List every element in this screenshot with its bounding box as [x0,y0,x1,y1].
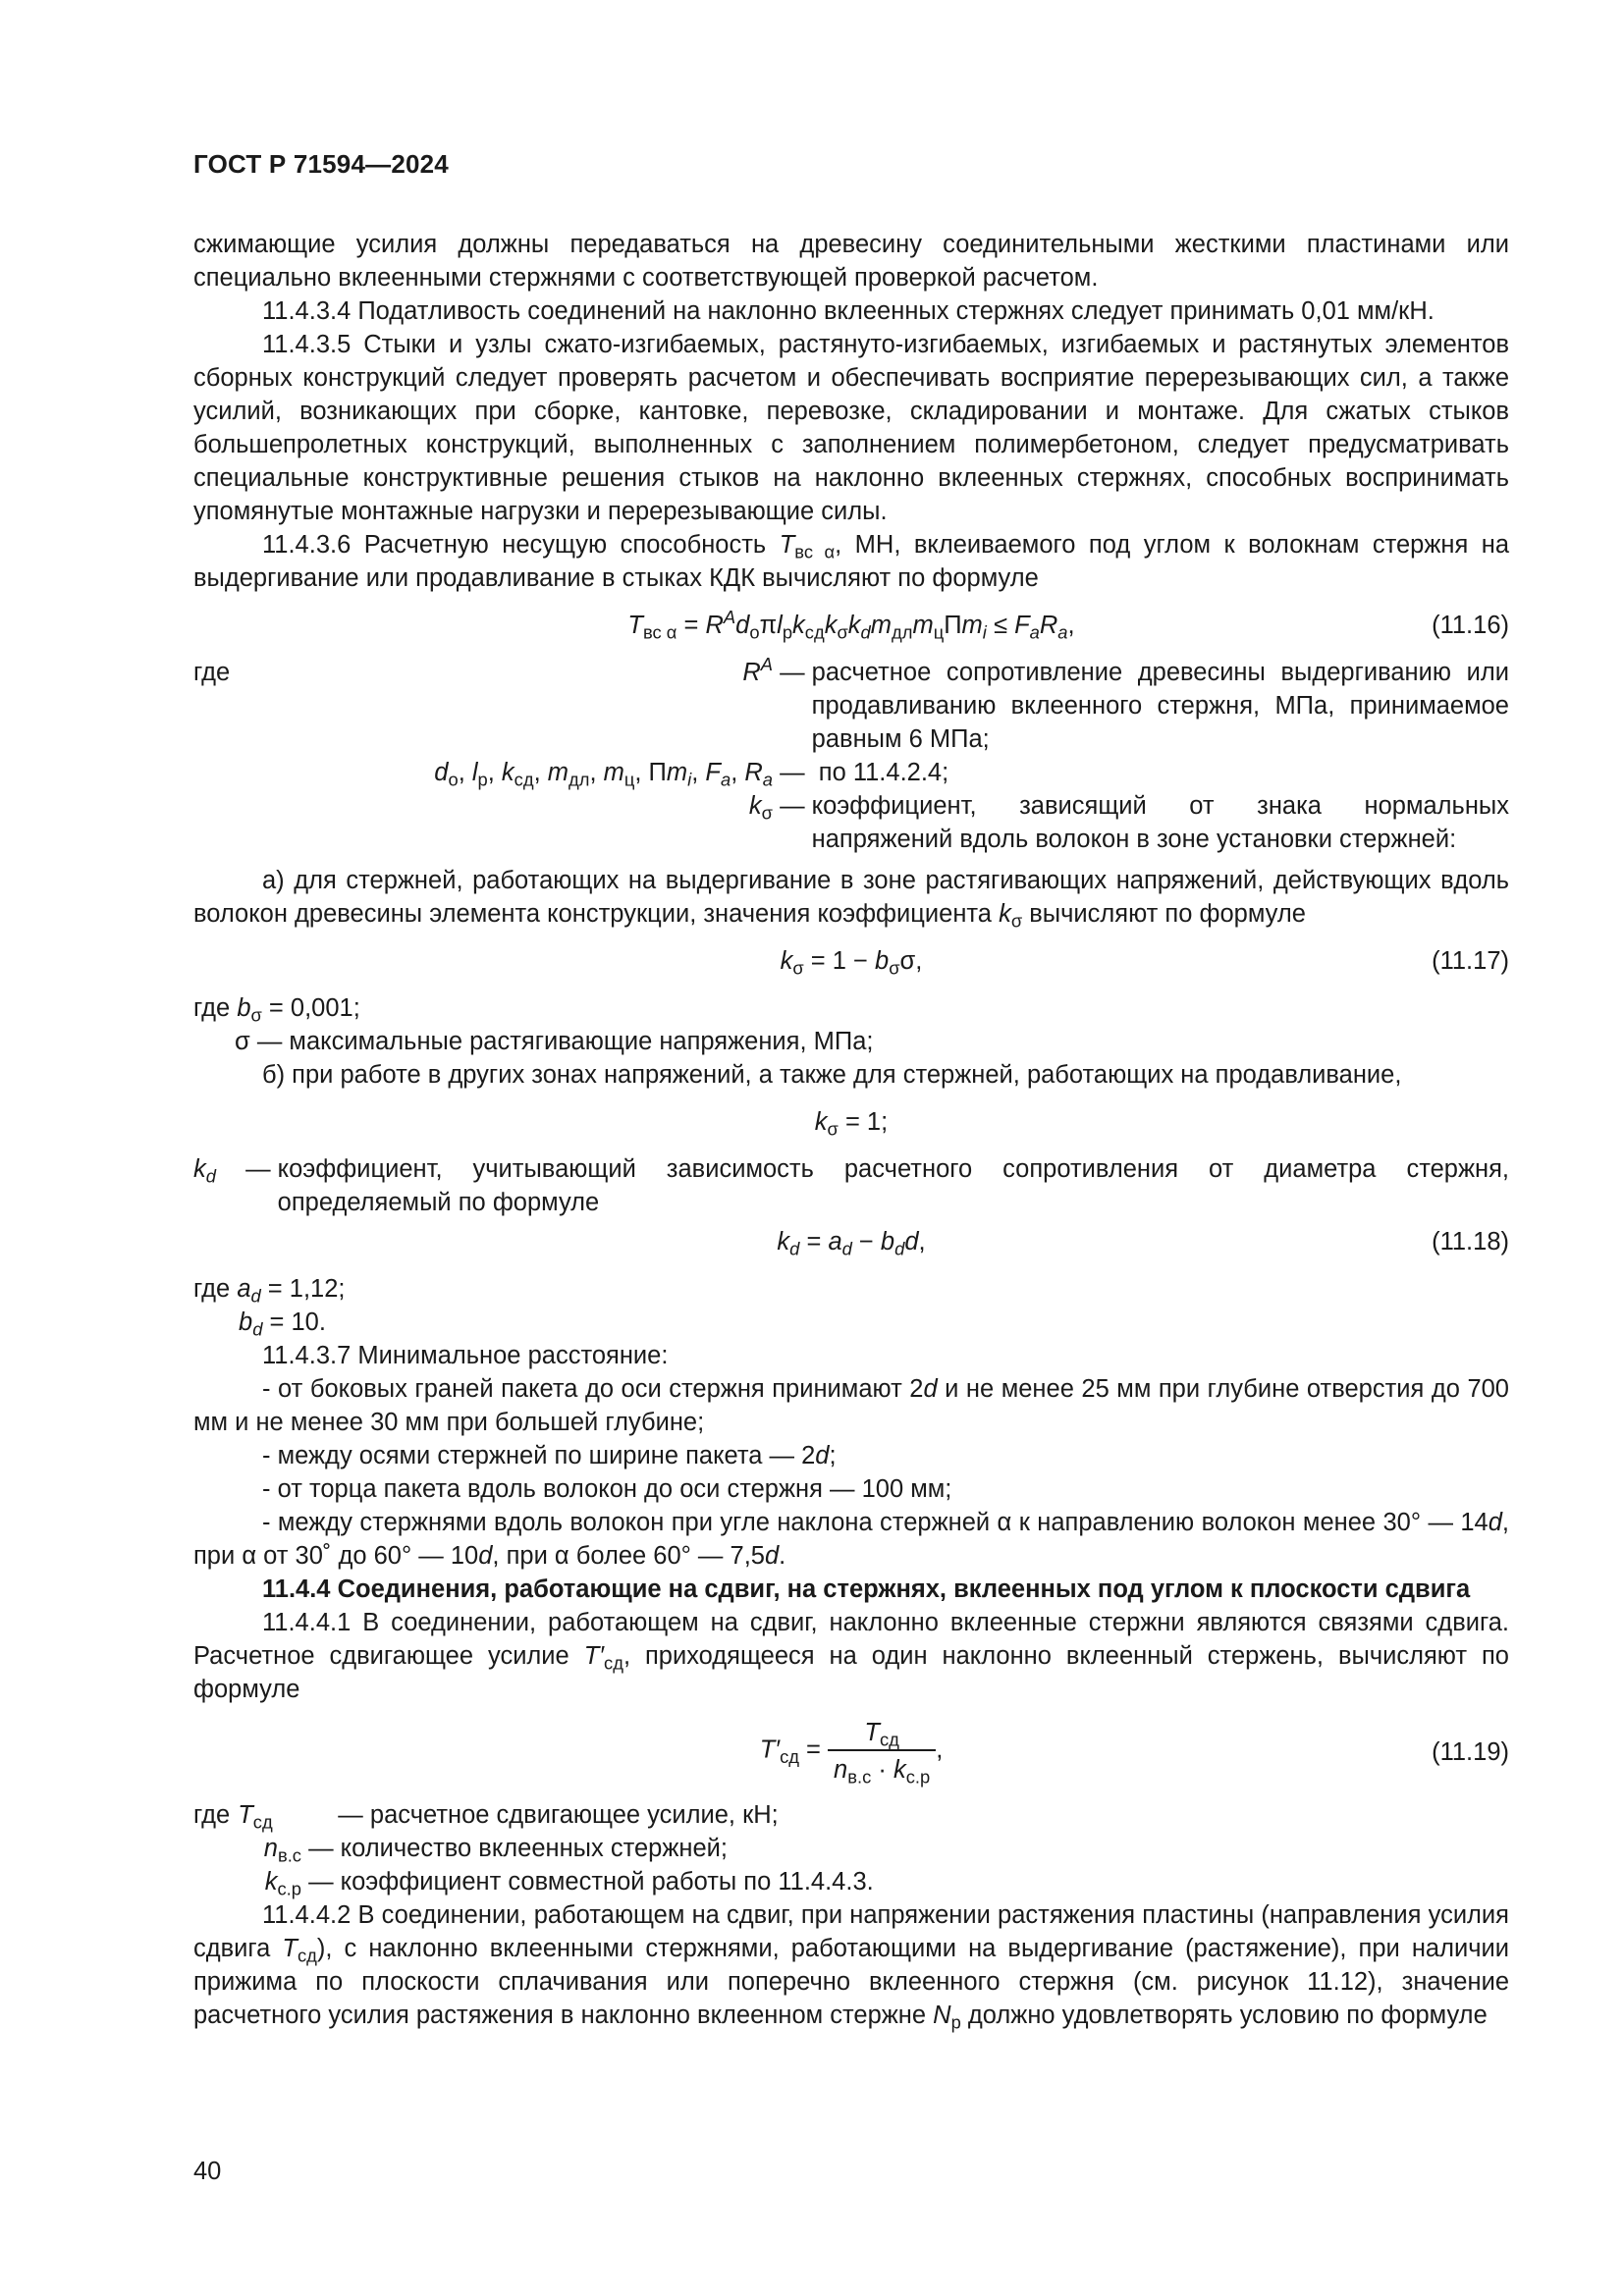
definition-ks: $k_\sigma$ — коэффициент, зависящий от знака нормальных напряжений вдоль волокон в зоне установки стержней: [193,789,1509,856]
page-content [193,228,1509,2032]
formula-expression: $k_\sigma = 1$; [814,1108,889,1140]
paragraph-11-4-3-7: 11.4.3.7 Минимальное расстояние: [262,1342,669,1369]
formula-expression: $k_\sigma = 1 - b_\sigma\sigma$, [780,947,923,979]
definition-bs: где $b_\sigma = 0,001$; [193,994,360,1026]
paragraph-11-4-4-1: 11.4.4.1 В соединении, работающем на сдвиг, наклонно вклеенные стержни являются связями сдвига. Расчетное сдвигающее усилие $T'_{сд}$, приходящееся на один наклонно вклеенный стержень, вычисляют по формуле [193,1609,1509,1703]
definition-nvs: $n_{в.с}$ — количество вклеенных стержней; [193,1832,1509,1865]
formula-expression: $T_{вс \alpha} = R^Ad_о\pi l_рk_{сд}k_\sigma k_dm_{дл}m_цПm_i \le F_aR_a$, [627,606,1075,643]
fraction: $\frac{T_{сд}}{n_{в.с} \cdot k_{с.р}}$ [828,1716,936,1787]
formula-number: (11.18) [1432,1228,1509,1255]
formula-expression: $T'_{сд}$ = $\frac{T_{сд}}{n_{в.с} \cdot k_{с.р}}$ , [193,1716,1509,1787]
symbol-tsd: $T_{сд}$ [238,1801,273,1833]
paragraph-11-4-4-2: 11.4.4.2 В соединении, работающем на сдвиг, при напряжении растяжения пластины (направления усилия сдвига $T_{сд}$), с наклонно вклеенными стержнями, работающими на выдергивание (растяжение), при наличии прижима по плоскости сплачивания или поперечно вклеенного стержня (см. рисунок 11.12), значение расчетного усилия растяжения в наклонно вклеенном стержне $N_р$ должно удовлетворять условию по формуле [193,1901,1509,2033]
formula-11-17 [193,942,1509,982]
paragraph-11-4-3-5: 11.4.3.5 Стыки и узлы сжато-изгибаемых, растянуто-изгибаемых, изгибаемых и растянутых элементов сборных конструкций следует проверять расчетом и обеспечивать восприятие перерезывающих сил, а также усилий, возникающих при сборке, кантовке, перевозке, складировании и монтаже. Для сжатых стыков большепролетных конструкций, выполненных с заполнением полимербетоном, следует предусматривать специальные конструктивные решения стыков на наклонно вклеенных стержнях, способных воспринимать упомянутые монтажные нагрузки и перерезывающие силы. [193,331,1509,525]
list-item: - между стержнями вдоль волокон при угле наклона стержней α к направлению волокон менее 30° — 14d, при α от 30˚ до 60° — 10d, при α более 60° — 7,5d. [193,1509,1509,1570]
formula-expression: $k_d = a_d - b_dd$, [777,1228,926,1259]
definition-ra: где $R^A$ — расчетное сопротивление древесины выдергиванию или продавливанию вклеенного стержня, МПа, принимаемое равным 6 МПа; [193,653,1509,753]
symbol-nvs: $n_{в.с}$ [263,1835,301,1866]
symbol-ra: $R^A$ [742,653,773,686]
paragraph-a: а) для стержней, работающих на выдергивание в зоне растягивающих напряжений, действующих вдоль волокон древесины элемента конструкции, значения коэффициента $k_\sigma$ вычисляют по формуле [193,867,1509,932]
symbol-kd: $k_d$ [193,1155,216,1187]
formula-number: (11.19) [1432,1738,1509,1766]
formula-11-18 [193,1223,1509,1262]
definition-ksr: $k_{с.р}$ — коэффициент совместной работы по 11.4.4.3. [193,1865,1509,1898]
page-number: 40 [193,2158,222,2185]
definition-sigma: σ — максимальные растягивающие напряжения, МПа; [235,1028,874,1055]
paragraph-11-4-3-6: 11.4.3.6 Расчетную несущую способность $T_{вс \alpha}$, МН, вклеиваемого под углом к волокнам стержня на выдергивание или продавливание в стыках КДК вычисляют по формуле [193,531,1510,592]
symbol-list: $d_о$, $l_р$, $k_{сд}$, $m_{дл}$, $m_ц$, $Пm_i$, $F_a$, $R_a$ [434,759,773,790]
formula-number: (11.16) [1432,612,1509,639]
paragraph-continuation: сжимающие усилия должны передаваться на древесину соединительными жесткими пластинами или специально вклеенными стержнями с соответствующей проверкой расчетом. [193,231,1509,292]
definition-ad: где $a_d = 1,12$; [193,1275,346,1307]
definition-list: $d_о$, $l_р$, $k_{сд}$, $m_{дл}$, $m_ц$, $Пm_i$, $F_a$, $R_a$ — по 11.4.2.4; [193,756,1509,789]
formula-number: (11.17) [1432,947,1509,975]
symbol-ks: $k_\sigma$ [748,792,773,824]
section-heading-11-4-4: 11.4.4 Соединения, работающие на сдвиг, на стержнях, вклеенных под углом к плоскости сдвига [262,1575,1471,1603]
document-header: ГОСТ Р 71594—2024 [193,149,449,179]
formula-11-16 [193,607,1509,646]
formula-11-19 [193,1716,1509,1792]
symbol-ksr: $k_{с.р}$ [264,1868,301,1899]
definition-kd: $k_d$ — коэффициент, учитывающий зависимость расчетного сопротивления от диаметра стержня, определяемый по формуле [193,1152,1509,1219]
paragraph-b: б) при работе в других зонах напряжений, а также для стержней, работающих на продавливание, [262,1061,1402,1089]
list-item: - между осями стержней по ширине пакета — 2d; [262,1442,837,1469]
definition-tsd: где $T_{сд}$ — расчетное сдвигающее усилие, кН; [193,1798,1509,1832]
list-item: - от торца пакета вдоль волокон до оси стержня — 100 мм; [262,1475,952,1503]
paragraph-11-4-3-4: 11.4.3.4 Податливость соединений на наклонно вклеенных стержнях следует принимать 0,01 мм/кН. [262,297,1435,325]
formula-ks-1 [193,1103,1509,1143]
definition-bd: $b_d = 10$. [239,1308,326,1340]
list-item: - от боковых граней пакета до оси стержня принимают 2d и не менее 25 мм при глубине отверстия до 700 мм и не менее 30 мм при большей глубине; [193,1375,1509,1436]
